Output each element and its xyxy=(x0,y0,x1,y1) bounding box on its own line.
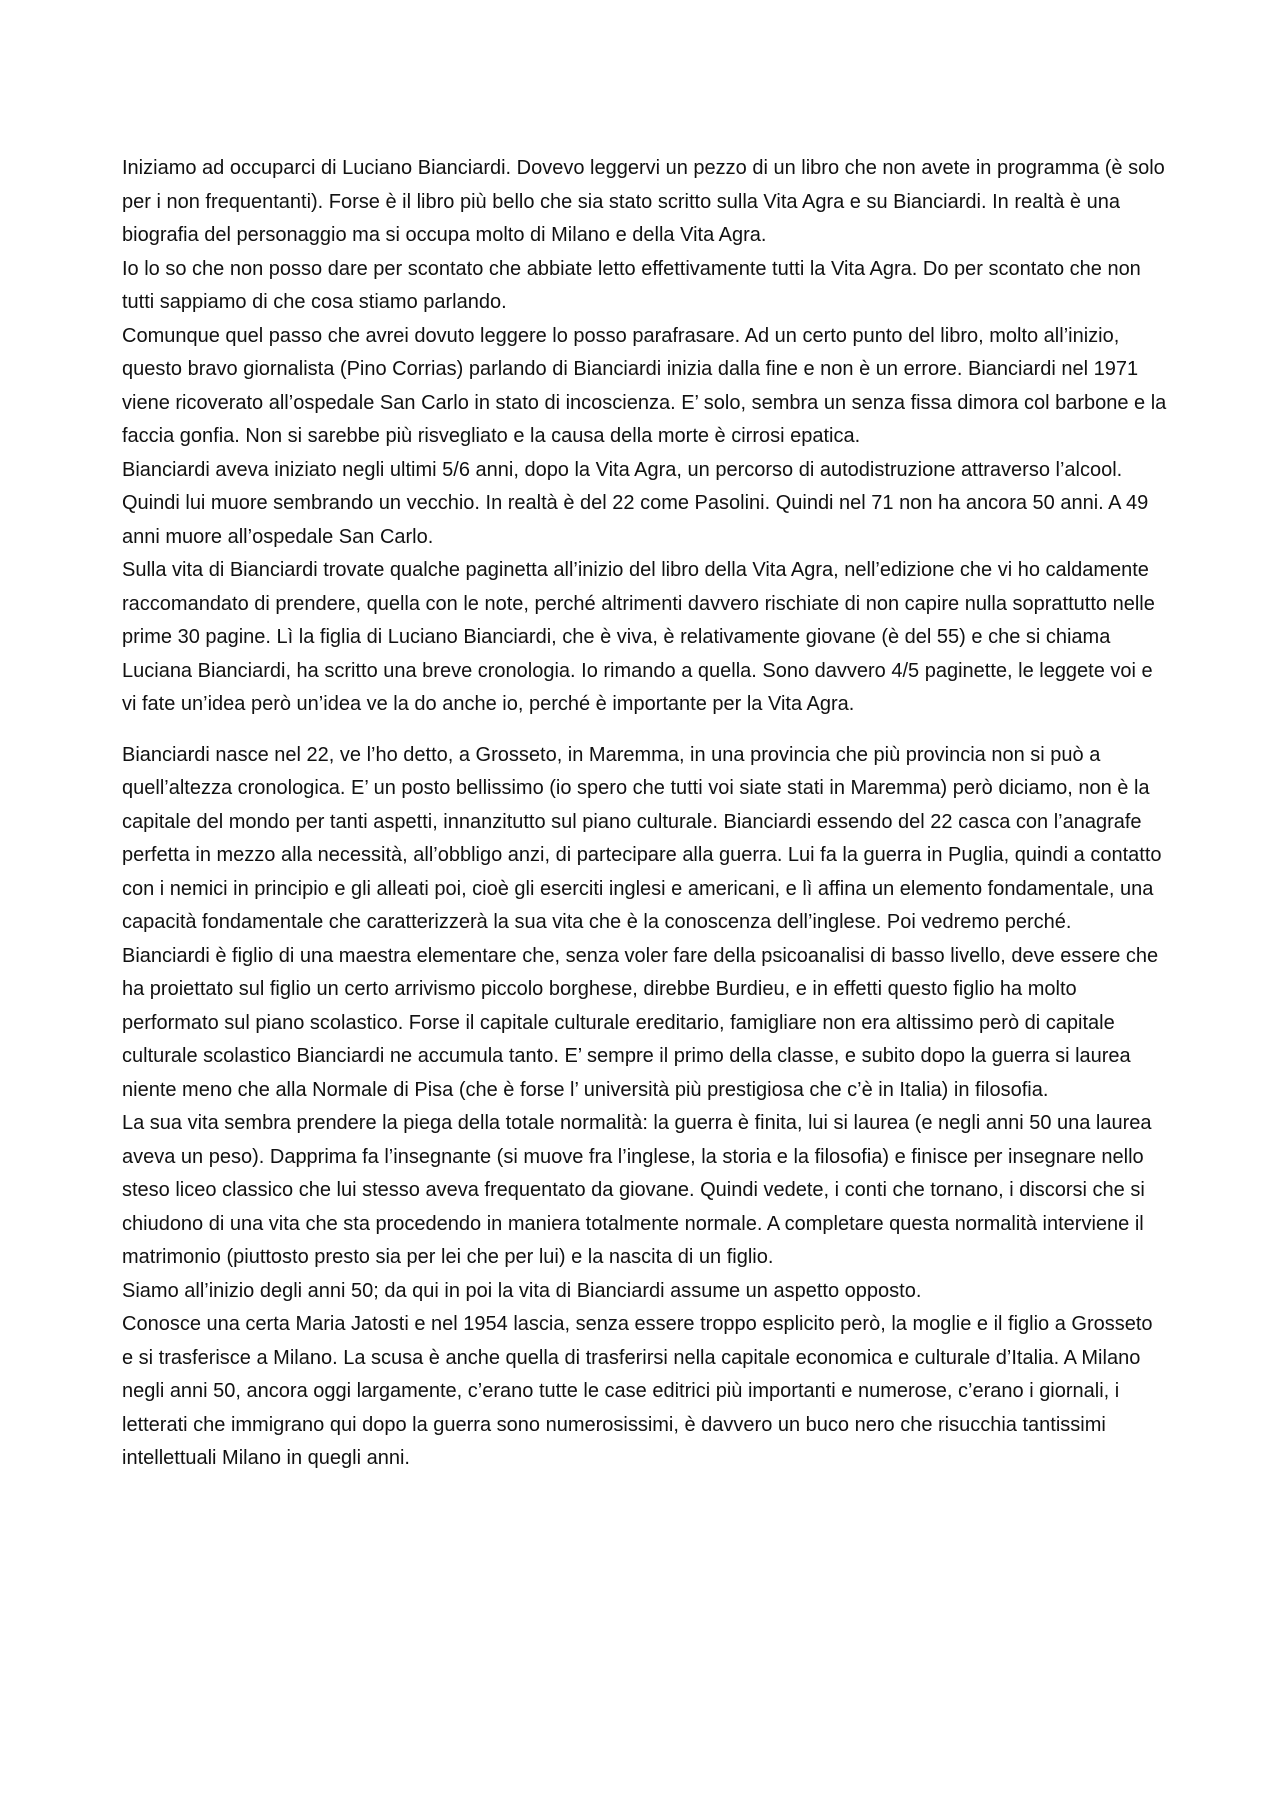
paragraph: Bianciardi nasce nel 22, ve l’ho detto, a Grosseto, in Maremma, in una provincia che più provincia non si può a quell’altezza cronologica. E’ un posto bellissimo (io spero che tutti voi siate stati in Maremma) però diciamo, non è la capitale del mondo per tanti aspetti, innanzitutto sul piano culturale. Bianciardi essendo del 22 casca con l’anagrafe perfetta in mezzo alla necessità, all’obbligo anzi, di partecipare alla guerra. Lui fa la guerra in Puglia, quindi a contatto con i nemici in principio e gli alleati poi, cioè gli eserciti inglesi e americani, e lì affina un elemento fondamentale, una capacità fondamentale che caratterizzerà la sua vita che è la conoscenza dell’inglese. Poi vedremo perché. xyxy=(122,743,1162,933)
paragraph: Bianciardi aveva iniziato negli ultimi 5/6 anni, dopo la Vita Agra, un percorso di autodistruzione attraverso l’alcool. Quindi lui muore sembrando un vecchio. In realtà è del 22 come Pasolini. Quindi nel 71 non ha ancora 50 anni. A 49 anni muore all’ospedale San Carlo. xyxy=(122,458,1149,548)
paragraph: Iniziamo ad occuparci di Luciano Bianciardi. Dovevo leggervi un pezzo di un libro che non avete in programma (è solo per i non frequentanti). Forse è il libro più bello che sia stato scritto sulla Vita Agra e su Bianciardi. In realtà è una biografia del personaggio ma si occupa molto di Milano e della Vita Agra. xyxy=(122,157,1165,246)
paragraph: Bianciardi è figlio di una maestra elementare che, senza voler fare della psicoanalisi di basso livello, deve essere che ha proiettato sul figlio un certo arrivismo piccolo borghese, direbbe Burdieu, e in effetti questo figlio ha molto performato sul piano scolastico. Forse il capitale culturale ereditario, famigliare non era altissimo però di capitale culturale scolastico Bianciardi ne accumula tanto. E’ sempre il primo della classe, e subito dopo la guerra si laurea niente meno che alla Normale di Pisa (che è forse l’ università più prestigiosa che c’è in Italia) in filosofia. xyxy=(122,944,1159,1101)
paragraph: Conosce una certa Maria Jatosti e nel 1954 lascia, senza essere troppo esplicito però, la moglie e il figlio a Grosseto e si trasferisce a Milano. La scusa è anche quella di trasferirsi nella capitale economica e culturale d’Italia. A Milano negli anni 50, ancora oggi largamente, c’erano tutte le case editrici più importanti e numerose, c’erano i giornali, i letterati che immigrano qui dopo la guerra sono numerosissimi, è davvero un buco nero che risucchia tantissimi intellettuali Milano in quegli anni. xyxy=(122,1313,1153,1469)
paragraph: Io lo so che non posso dare per scontato che abbiate letto effettivamente tutti la Vita Agra. Do per scontato che non tutti sappiamo di che cosa stiamo parlando. xyxy=(122,257,1141,313)
paragraph: Sulla vita di Bianciardi trovate qualche paginetta all’inizio del libro della Vita Agra, nell’edizione che vi ho caldamente raccomandato di prendere, quella con le note, perché altrimenti davvero rischiate di non capire nulla soprattutto nelle prime 30 pagine. Lì la figlia di Luciano Bianciardi, che è viva, è relativamente giovane (è del 55) e che si chiama Luciana Bianciardi, ha scritto una breve cronologia. Io rimando a quella. Sono davvero 4/5 paginette, le leggete voi e vi fate un’idea però un’idea ve la do anche io, perché è importante per la Vita Agra. xyxy=(122,559,1155,715)
document-body xyxy=(122,152,1167,1476)
paragraph-gap xyxy=(122,722,1167,739)
paragraph: Comunque quel passo che avrei dovuto leggere lo posso parafrasare. Ad un certo punto del libro, molto all’inizio, questo bravo giornalista (Pino Corrias) parlando di Bianciardi inizia dalla fine e non è un errore. Bianciardi nel 1971 viene ricoverato all’ospedale San Carlo in stato di incoscienza. E’ solo, sembra un senza fissa dimora col barbone e la faccia gonfia. Non si sarebbe più risvegliato e la causa della morte è cirrosi epatica. xyxy=(122,324,1167,447)
paragraph: La sua vita sembra prendere la piega della totale normalità: la guerra è finita, lui si laurea (e negli anni 50 una laurea aveva un peso). Dapprima fa l’insegnante (si muove fra l’inglese, la storia e la filosofia) e finisce per insegnare nello steso liceo classico che lui stesso aveva frequentato da giovane. Quindi vedete, i conti che tornano, i discorsi che si chiudono di una vita che sta procedendo in maniera totalmente normale. A completare questa normalità interviene il matrimonio (piuttosto presto sia per lei che per lui) e la nascita di un figlio. xyxy=(122,1112,1152,1268)
paragraph: Siamo all’inizio degli anni 50; da qui in poi la vita di Bianciardi assume un aspetto opposto. xyxy=(122,1279,922,1302)
